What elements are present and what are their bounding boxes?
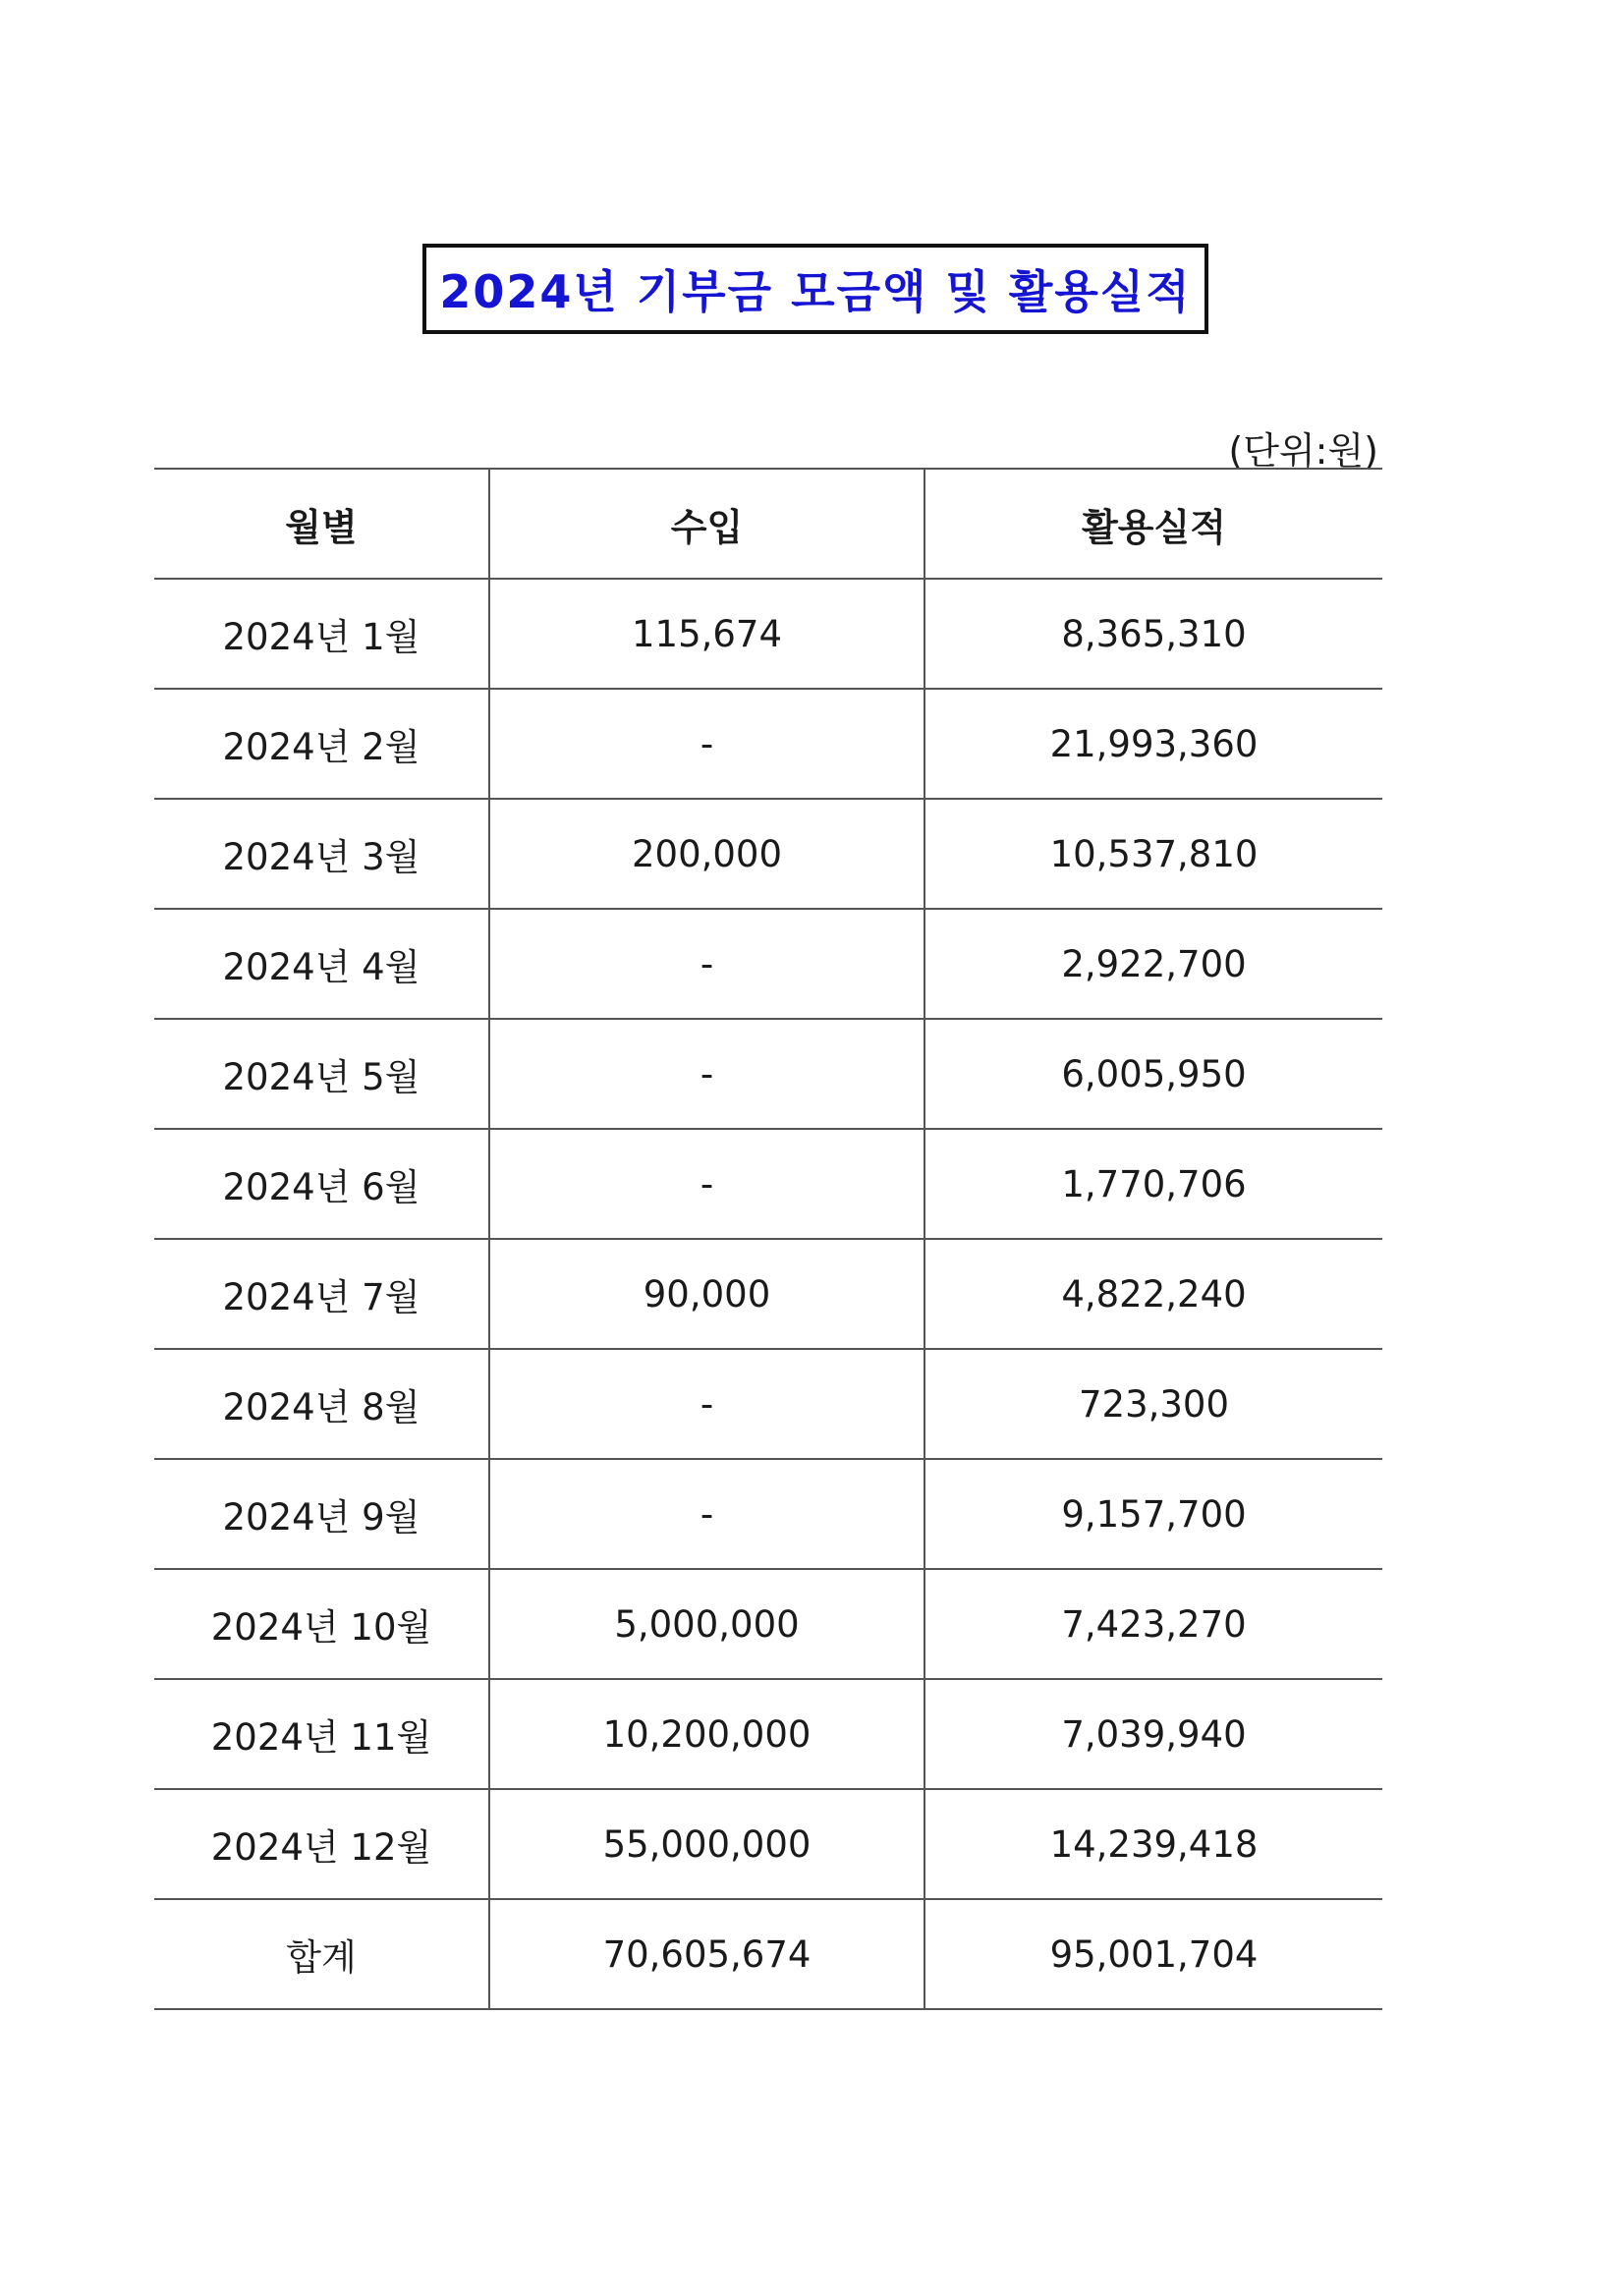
cell-usage: 2,922,700: [924, 909, 1382, 1019]
cell-usage: 7,423,270: [924, 1569, 1382, 1679]
cell-month: 2024년 6월: [154, 1129, 489, 1239]
table-row: [154, 1679, 1382, 1789]
cell-usage: 6,005,950: [924, 1019, 1382, 1129]
table-header-row: [154, 469, 1382, 579]
cell-income: -: [489, 909, 924, 1019]
table-row: [154, 799, 1382, 909]
page-title: 2024년 기부금 모금액 및 활용실적: [439, 265, 1192, 318]
cell-month: 2024년 12월: [154, 1789, 489, 1899]
cell-usage: 1,770,706: [924, 1129, 1382, 1239]
cell-month: 2024년 7월: [154, 1239, 489, 1349]
table-row: [154, 1569, 1382, 1679]
cell-usage: 7,039,940: [924, 1679, 1382, 1789]
cell-usage: 10,537,810: [924, 799, 1382, 909]
table-row: [154, 1129, 1382, 1239]
table-row: [154, 1459, 1382, 1569]
cell-month: 2024년 1월: [154, 579, 489, 689]
table-row: [154, 689, 1382, 799]
header-income: 수입: [489, 469, 924, 579]
table-row: [154, 909, 1382, 1019]
cell-month: 2024년 9월: [154, 1459, 489, 1569]
cell-usage: 4,822,240: [924, 1239, 1382, 1349]
cell-income: -: [489, 1349, 924, 1459]
cell-income: -: [489, 1019, 924, 1129]
table-row: [154, 579, 1382, 689]
total-row: [154, 1899, 1382, 2009]
cell-income: 10,200,000: [489, 1679, 924, 1789]
table-row: [154, 1789, 1382, 1899]
header-month: 월별: [154, 469, 489, 579]
cell-income: 55,000,000: [489, 1789, 924, 1899]
total-income: 70,605,674: [489, 1899, 924, 2009]
unit-label: (단위:원): [1228, 429, 1378, 473]
cell-income: 200,000: [489, 799, 924, 909]
cell-month: 2024년 2월: [154, 689, 489, 799]
cell-month: 2024년 5월: [154, 1019, 489, 1129]
title-box: [422, 244, 1208, 334]
cell-income: 90,000: [489, 1239, 924, 1349]
cell-month: 2024년 11월: [154, 1679, 489, 1789]
cell-income: 5,000,000: [489, 1569, 924, 1679]
cell-usage: 14,239,418: [924, 1789, 1382, 1899]
cell-income: -: [489, 1129, 924, 1239]
cell-usage: 723,300: [924, 1349, 1382, 1459]
header-usage: 활용실적: [924, 469, 1382, 579]
table-row: [154, 1019, 1382, 1129]
total-usage: 95,001,704: [924, 1899, 1382, 2009]
cell-month: 2024년 8월: [154, 1349, 489, 1459]
cell-usage: 21,993,360: [924, 689, 1382, 799]
cell-usage: 9,157,700: [924, 1459, 1382, 1569]
cell-month: 2024년 3월: [154, 799, 489, 909]
cell-month: 2024년 4월: [154, 909, 489, 1019]
cell-income: 115,674: [489, 579, 924, 689]
donation-table: [154, 468, 1382, 2010]
cell-month: 2024년 10월: [154, 1569, 489, 1679]
table-row: [154, 1239, 1382, 1349]
cell-usage: 8,365,310: [924, 579, 1382, 689]
table-row: [154, 1349, 1382, 1459]
cell-income: -: [489, 1459, 924, 1569]
total-label: 합계: [154, 1899, 489, 2009]
cell-income: -: [489, 689, 924, 799]
